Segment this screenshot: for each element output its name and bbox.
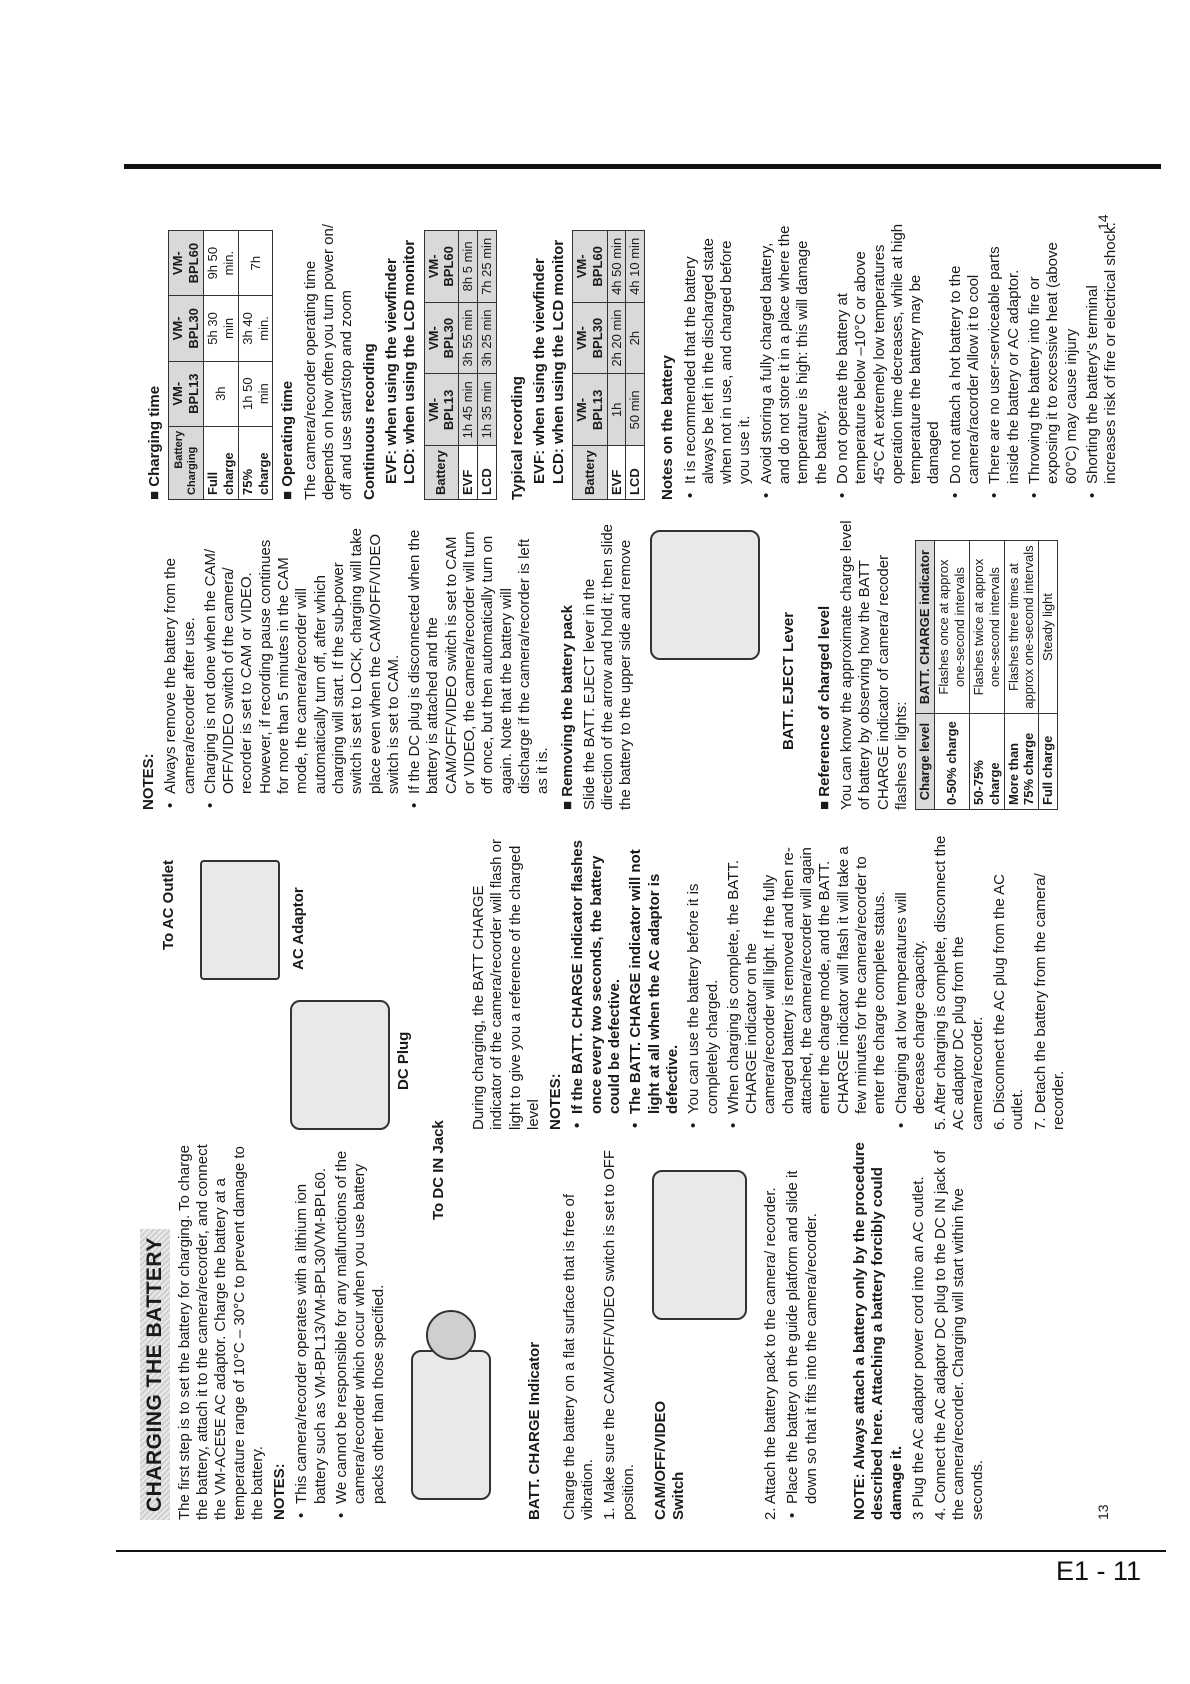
lens-drawing: [426, 1310, 476, 1360]
step-3: 3 Plug the AC adaptor power cord into an AC outlet.: [909, 1176, 927, 1520]
column-2: [140, 830, 1072, 1220]
table-cell: 50 min: [626, 374, 645, 446]
table-cell: 9h 50 min.: [204, 231, 239, 296]
adaptor-illustration: [140, 830, 470, 1220]
table-cell: Flashes once at approx one-second intervals: [935, 541, 970, 714]
table-header: VM-BPL13: [169, 361, 204, 426]
switch-label: CAM/OFF/VIDEO Switch: [652, 1400, 688, 1520]
column-3: [140, 520, 1058, 810]
table-cell: 7h: [238, 231, 273, 296]
page-number-left: 13: [1095, 1504, 1111, 1520]
switch-illustration: [642, 1140, 762, 1520]
table-cell: 1h: [607, 374, 626, 446]
bottom-rule: [116, 1550, 1166, 1552]
battery-note: • Avoid storing a fully charged battery, and do not store it in a place where the temperature is high: this will damage the battery.: [758, 220, 831, 500]
table-cell: 3h: [204, 361, 239, 426]
continuous-heading: Continuous recording: [360, 343, 378, 500]
table-cell: 1h 35 min: [478, 374, 497, 446]
manual-sheet: [140, 210, 1130, 1530]
table-header: Battery: [572, 446, 607, 500]
table-header: VM-BPL30: [572, 302, 607, 374]
ac-adaptor-label: AC Adaptor: [290, 887, 307, 970]
step-4: 4. Connect the AC adaptor DC plug to the DC IN jack of the camera/recorder. Charging will start within five seconds.: [932, 1150, 986, 1520]
camera-illustration: [391, 1140, 561, 1520]
notes-heading: NOTES:: [271, 1463, 289, 1520]
note-item: • You can use the battery before it is completely charged.: [685, 830, 722, 1130]
charging-time-table: [168, 230, 273, 500]
step-2: 2. Attach the battery pack to the camera/ recorder.: [762, 1187, 780, 1520]
operating-text: The camera/recorder operating time depends on how often you turn power on/ off and use start/stop and zoom: [301, 223, 356, 500]
note-item: • When charging is complete, the BATT. CHARGE indicator on the camera/recorder will light. If the fully charged battery is removed and then re-attached, the camera/recorder will again enter the charge mode, and the BATT. CHARGE indicator will flash it will take a few minutes for the camera/recorder to enter the charge complete status.: [725, 830, 890, 1130]
table-cell: Flashes twice at approx one-second intervals: [969, 541, 1004, 714]
table-cell: 3h 25 min: [478, 302, 497, 374]
table-cell: Full charge: [1039, 714, 1058, 810]
table-cell: EVF: [459, 446, 478, 500]
table-cell: 8h 5 min: [459, 231, 478, 303]
note-item: • Charging is not done when the CAM/ OFF/VIDEO switch of the camera/ recorder is set to CAM or VIDEO. However, if recording pause continues for more than 5 minutes in the CAM mode, the camera/recorder will automatically turn off, after which charging will start. If the sub-power switch is set to LOCK, charging will take place even when the CAM/OFF/VIDEO switch is set to CAM.: [202, 520, 403, 810]
step-pre: Charge the battery on a flat surface that is free of vibration.: [560, 1193, 597, 1520]
table-cell: LCD: [478, 446, 497, 500]
table-header: VM-BPL13: [424, 374, 459, 446]
typical-table: [572, 230, 645, 500]
during-text: During charging, the BATT CHARGE indicator of the camera/recorder will flash or light to give you a reference of the charged level: [470, 839, 542, 1130]
note-item: • If the DC plug is disconnected when the battery is attached and the CAM/OFF/VIDEO switch is set to CAM or VIDEO, the camera/recorder will turn off once, but then automatically turn on again. Note that the battery will discharge if the camera/recorder is left as it is.: [406, 520, 552, 810]
step-2-sub: • Place the battery on the guide platform and slide it down so that it fits into the camera/recorder.: [784, 1140, 821, 1520]
table-cell: Steady light: [1039, 541, 1058, 714]
batt-charge-label: BATT. CHARGE Indicator: [525, 1341, 543, 1520]
battery-note: • Shorting the battery's terminal increases risk of fire or electrical shock.: [1084, 220, 1121, 500]
table-header: VM-BPL60: [572, 231, 607, 303]
ref-heading: ■ Reference of charged level: [816, 520, 834, 810]
intro-text: The first step is to set the battery for charging. To charge the battery, attach it to the camera/recorder, and connect the VM-ACE5E AC adaptor. Charge the battery at a temperature range of 10°C – 30°C to prevent damage to the battery.: [175, 1144, 266, 1520]
dc-plug-label: DC Plug: [395, 1031, 412, 1090]
continuous-evf: EVF: when using the viewfinder: [382, 258, 400, 484]
table-header: Battery: [424, 446, 459, 500]
continuous-lcd: LCD: when using the LCD monitor: [401, 239, 419, 484]
camcorder-drawing: [652, 1170, 747, 1320]
table-cell: 4h 10 min: [626, 231, 645, 303]
notes-heading: NOTES:: [547, 1073, 565, 1130]
operating-heading: ■ Operating time: [279, 220, 297, 500]
bold-note: • If the BATT. CHARGE indicator flashes once every two seconds, the battery could be defective.: [569, 830, 624, 1130]
step-5: 5. After charging is complete, disconnect the AC adaptor DC plug from the camera/recorder.: [932, 835, 986, 1130]
step-7: 7. Detach the battery from the camera/ recorder.: [1031, 873, 1067, 1130]
table-header: [169, 426, 204, 499]
table-cell: 75% charge: [238, 426, 273, 499]
corner-top: Battery: [172, 430, 185, 469]
table-cell: 1h 45 min: [459, 374, 478, 446]
table-header: VM-BPL30: [169, 296, 204, 361]
corner-bottom: Charging: [186, 446, 199, 495]
section-title: CHARGING THE BATTERY: [140, 1229, 170, 1520]
table-cell: Full charge: [204, 426, 239, 499]
step-1: 1. Make sure the CAM/OFF/VIDEO switch is set to OFF position.: [601, 1149, 637, 1520]
camcorder-drawing: [290, 1000, 390, 1130]
table-cell: 4h 50 min: [607, 231, 626, 303]
typical-evf: EVF: when using the viewfinder: [531, 258, 549, 484]
battery-note: • There are no user-serviceable parts inside the battery or AC adaptor.: [986, 220, 1023, 500]
eject-label: BATT. EJECT Lever: [779, 611, 797, 750]
remove-text: Slide the BATT. EJECT lever in the direction of the arrow and hold it; then slide the battery to the upper side and remove: [580, 523, 635, 810]
note-always: NOTE: Always attach a battery only by the procedure described here. Attaching a battery forcibly could damage it.: [850, 1142, 905, 1520]
charging-heading: ■ Charging time: [146, 220, 164, 500]
table-cell: More than 75% charge: [1004, 714, 1039, 810]
table-cell: 5h 30 min: [204, 296, 239, 361]
page-code: E1 - 11: [1056, 1556, 1142, 1586]
table-cell: LCD: [626, 446, 645, 500]
ref-text: You can know the approximate charge level of battery by observing how the BATT CHARGE indicator of camera/ recoder flashes or lights:: [838, 520, 910, 810]
remove-heading: ■ Removing the battery pack: [559, 520, 577, 810]
table-header: BATT. CHARGE indicator: [916, 541, 935, 714]
top-rule: [124, 164, 1161, 169]
dc-in-label: To DC IN Jack: [430, 1120, 447, 1220]
table-cell: 3h 55 min: [459, 302, 478, 374]
adaptor-drawing: [200, 860, 280, 980]
table-cell: 0-50% charge: [935, 714, 970, 810]
battery-notes-heading: Notes on the battery: [659, 354, 677, 500]
table-cell: 2h 20 min: [607, 302, 626, 374]
table-header: VM-BPL13: [572, 374, 607, 446]
table-cell: 7h 25 min: [478, 231, 497, 303]
typical-lcd: LCD: when using the LCD monitor: [549, 239, 567, 484]
battery-note: • Throwing the battery into fire or exposing it to excessive heat (above 60°C) may cause injury: [1026, 220, 1081, 500]
ac-outlet-label: To AC Outlet: [160, 860, 177, 950]
table-cell: 1h 50 min: [238, 361, 273, 426]
battery-note: • It is recommended that the battery always be left in the discharged state when not in use, and charged before you use it.: [682, 220, 755, 500]
camcorder-drawing: [411, 1350, 491, 1500]
table-header: VM-BPL30: [424, 302, 459, 374]
battery-note: • Do not attach a hot battery to the camera/racorder Allow it to cool: [947, 220, 984, 500]
note-item: • We cannot be responsible for any malfunctions of the camera/recorder which occur when you use battery packs other than those specified.: [333, 1140, 388, 1520]
typical-heading: Typical recording: [508, 376, 526, 500]
table-header: Charge level: [916, 714, 935, 810]
column-1: [140, 1140, 991, 1520]
table-cell: Flashes three times at approx one-second intervals: [1004, 541, 1039, 714]
note-item: • Charging at low temperatures will decrease charge capacity.: [893, 830, 930, 1130]
note-item: • This camera/recorder operates with a lithium ion battery such as VM-BPL13/VM-BPL30/VM-BPL60.: [293, 1140, 330, 1520]
column-4: [140, 220, 1123, 500]
camcorder-drawing: [650, 530, 760, 660]
step-6: 6. Disconnect the AC plug from the AC outlet.: [991, 874, 1027, 1130]
continuous-table: [424, 230, 497, 500]
charge-level-table: [915, 540, 1058, 810]
page-number-right: 14: [1095, 214, 1111, 230]
table-cell: 3h 40 min.: [238, 296, 273, 361]
table-cell: 50-75% charge: [969, 714, 1004, 810]
table-cell: EVF: [607, 446, 626, 500]
table-header: VM-BPL60: [424, 231, 459, 303]
note-item: • Always remove the battery from the camera/recorder after use.: [162, 520, 199, 810]
table-cell: 2h: [626, 302, 645, 374]
eject-illustration: [640, 520, 810, 810]
bold-note: • The BATT. CHARGE indicator will not light at all when the AC adaptor is defective.: [627, 830, 682, 1130]
battery-note: • Do not operate the battery at temperature below –10°C or above 45°C At extremely low temperatures operation time decreases, while at high temperature the battery may be damaged: [834, 220, 944, 500]
table-header: VM-BPL60: [169, 231, 204, 296]
notes-heading: NOTES:: [140, 753, 157, 810]
